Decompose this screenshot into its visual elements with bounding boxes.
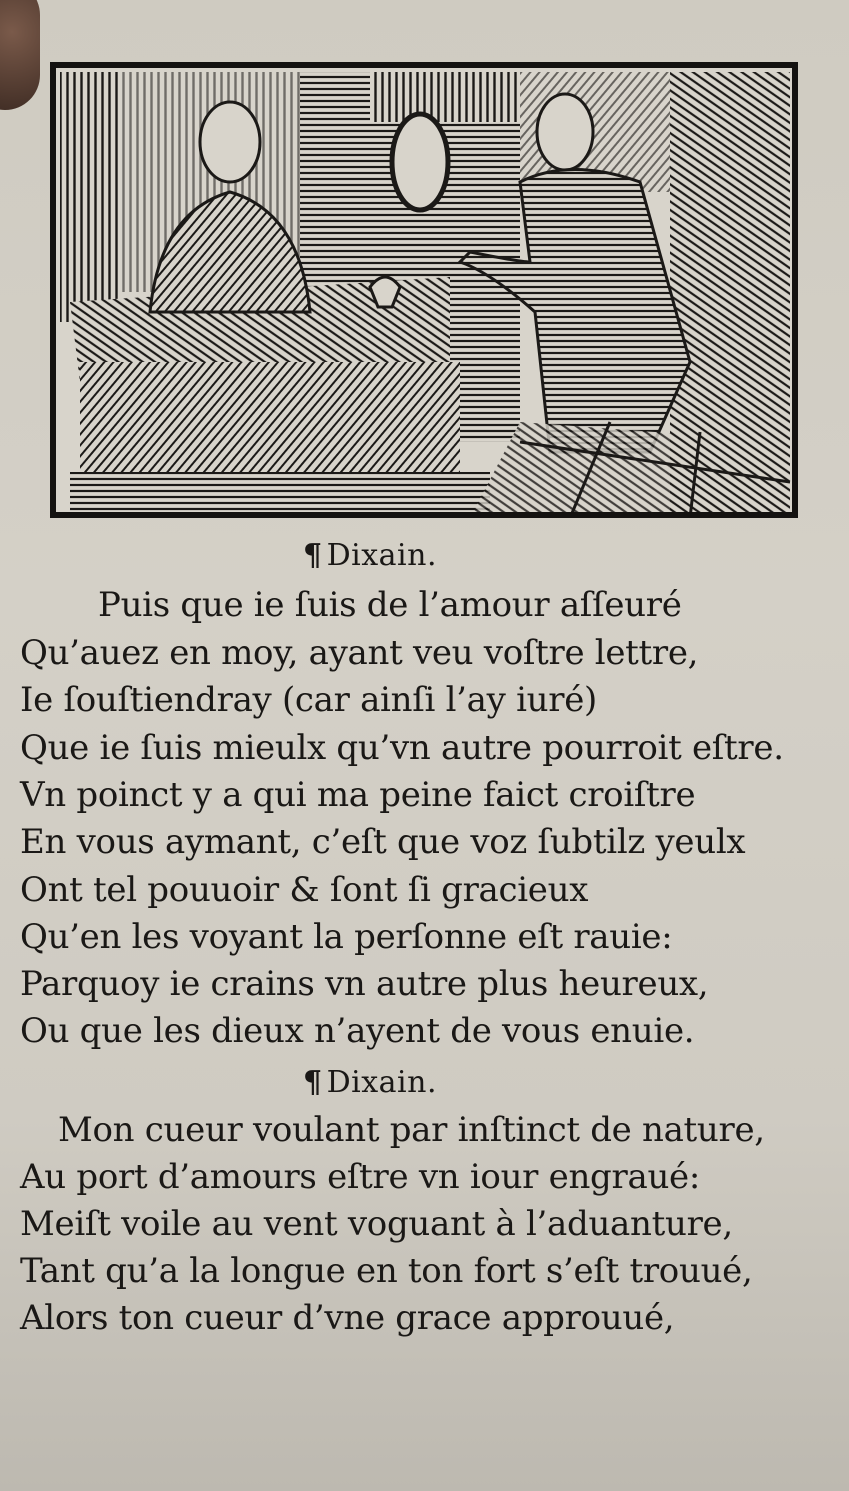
poem1-line: Vn poinct y a qui ma peine faict croiſtre [20, 775, 696, 815]
poem1-line: En vous aymant, c’eſt que voz ſubtilz yeulx [20, 822, 746, 862]
poem1-line: Qu’en les voyant la perſonne eſt rauie: [20, 917, 673, 957]
poem2-heading [303, 1065, 437, 1100]
poem2-title: Dixain. [326, 1065, 437, 1100]
poem1-title: Dixain. [326, 538, 437, 573]
poem2-line: Mon cueur voulant par inſtinct de nature, [58, 1110, 765, 1150]
poem2-line: Au port d’amours eſtre vn iour engraué: [20, 1157, 701, 1197]
poem1-line: Puis que ie ſuis de l’amour aſſeuré [98, 585, 682, 625]
poem1-line: Ou que les dieux n’ayent de vous enuie. [20, 1011, 695, 1051]
poem2-line: Alors ton cueur d’vne grace approuué, [20, 1298, 675, 1338]
woodcut-image [50, 62, 798, 518]
poem1-line: Ie ſouſtiendray (car ainſi l’ay iuré) [20, 680, 597, 720]
poem1-line: Qu’auez en moy, ayant veu voſtre lettre, [20, 633, 699, 673]
poem2-line: Meiſt voile au vent voguant à l’aduanture, [20, 1204, 733, 1244]
poem1-heading [303, 538, 437, 573]
poem1-line: Que ie ſuis mieulx qu’vn autre pourroit eſtre. [20, 728, 784, 768]
poem2-line: Tant qu’a la longue en ton fort s’eſt trouué, [20, 1251, 753, 1291]
poem1-line: Ont tel pouuoir & ſont ſi gracieux [20, 870, 589, 910]
woodcut-illustration [50, 62, 798, 518]
pilcrow-icon: ¶ [303, 1065, 323, 1100]
poem1-line: Parquoy ie crains vn autre plus heureux, [20, 964, 709, 1004]
pilcrow-icon: ¶ [303, 538, 323, 573]
thumb [0, 0, 40, 110]
